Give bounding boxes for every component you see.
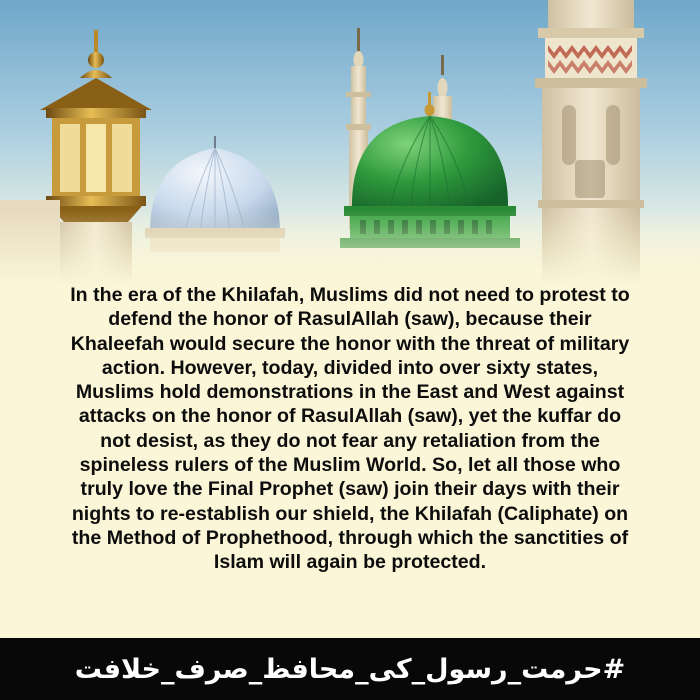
text-line: the Method of Prophethood, through which the sanctities of — [71, 526, 629, 549]
text-line: attacks on the honor of RasulAllah (saw), yet the kuffar do — [78, 405, 622, 428]
body-paragraph — [0, 283, 700, 628]
footer-banner — [0, 638, 700, 700]
text-line: defend the honor of RasulAllah (saw), because their — [108, 308, 592, 331]
text-line: Muslims hold demonstrations in the East and West against — [75, 381, 625, 404]
text-line: In the era of the Khilafah, Muslims did not need to protest to — [70, 284, 630, 306]
text-line: Khaleefah would secure the honor with the threat of military — [70, 332, 630, 355]
masjid-nabawi-image — [0, 0, 700, 285]
text-line: Islam will again be protected. — [213, 551, 487, 574]
text-line: truly love the Final Prophet (saw) join their days with their — [80, 478, 620, 501]
text-line: spineless rulers of the Muslim World. So, let all those who — [79, 454, 621, 477]
text-line: not desist, as they do not fear any retaliation from the — [100, 429, 600, 452]
urdu-hashtag: #حرمت_رسول_کی_محافظ_صرف_خلافت — [74, 653, 626, 685]
text-line: nights to re-establish our shield, the Khilafah (Caliphate) on — [71, 502, 629, 525]
text-line: action. However, today, divided into over sixty states, — [101, 356, 599, 379]
